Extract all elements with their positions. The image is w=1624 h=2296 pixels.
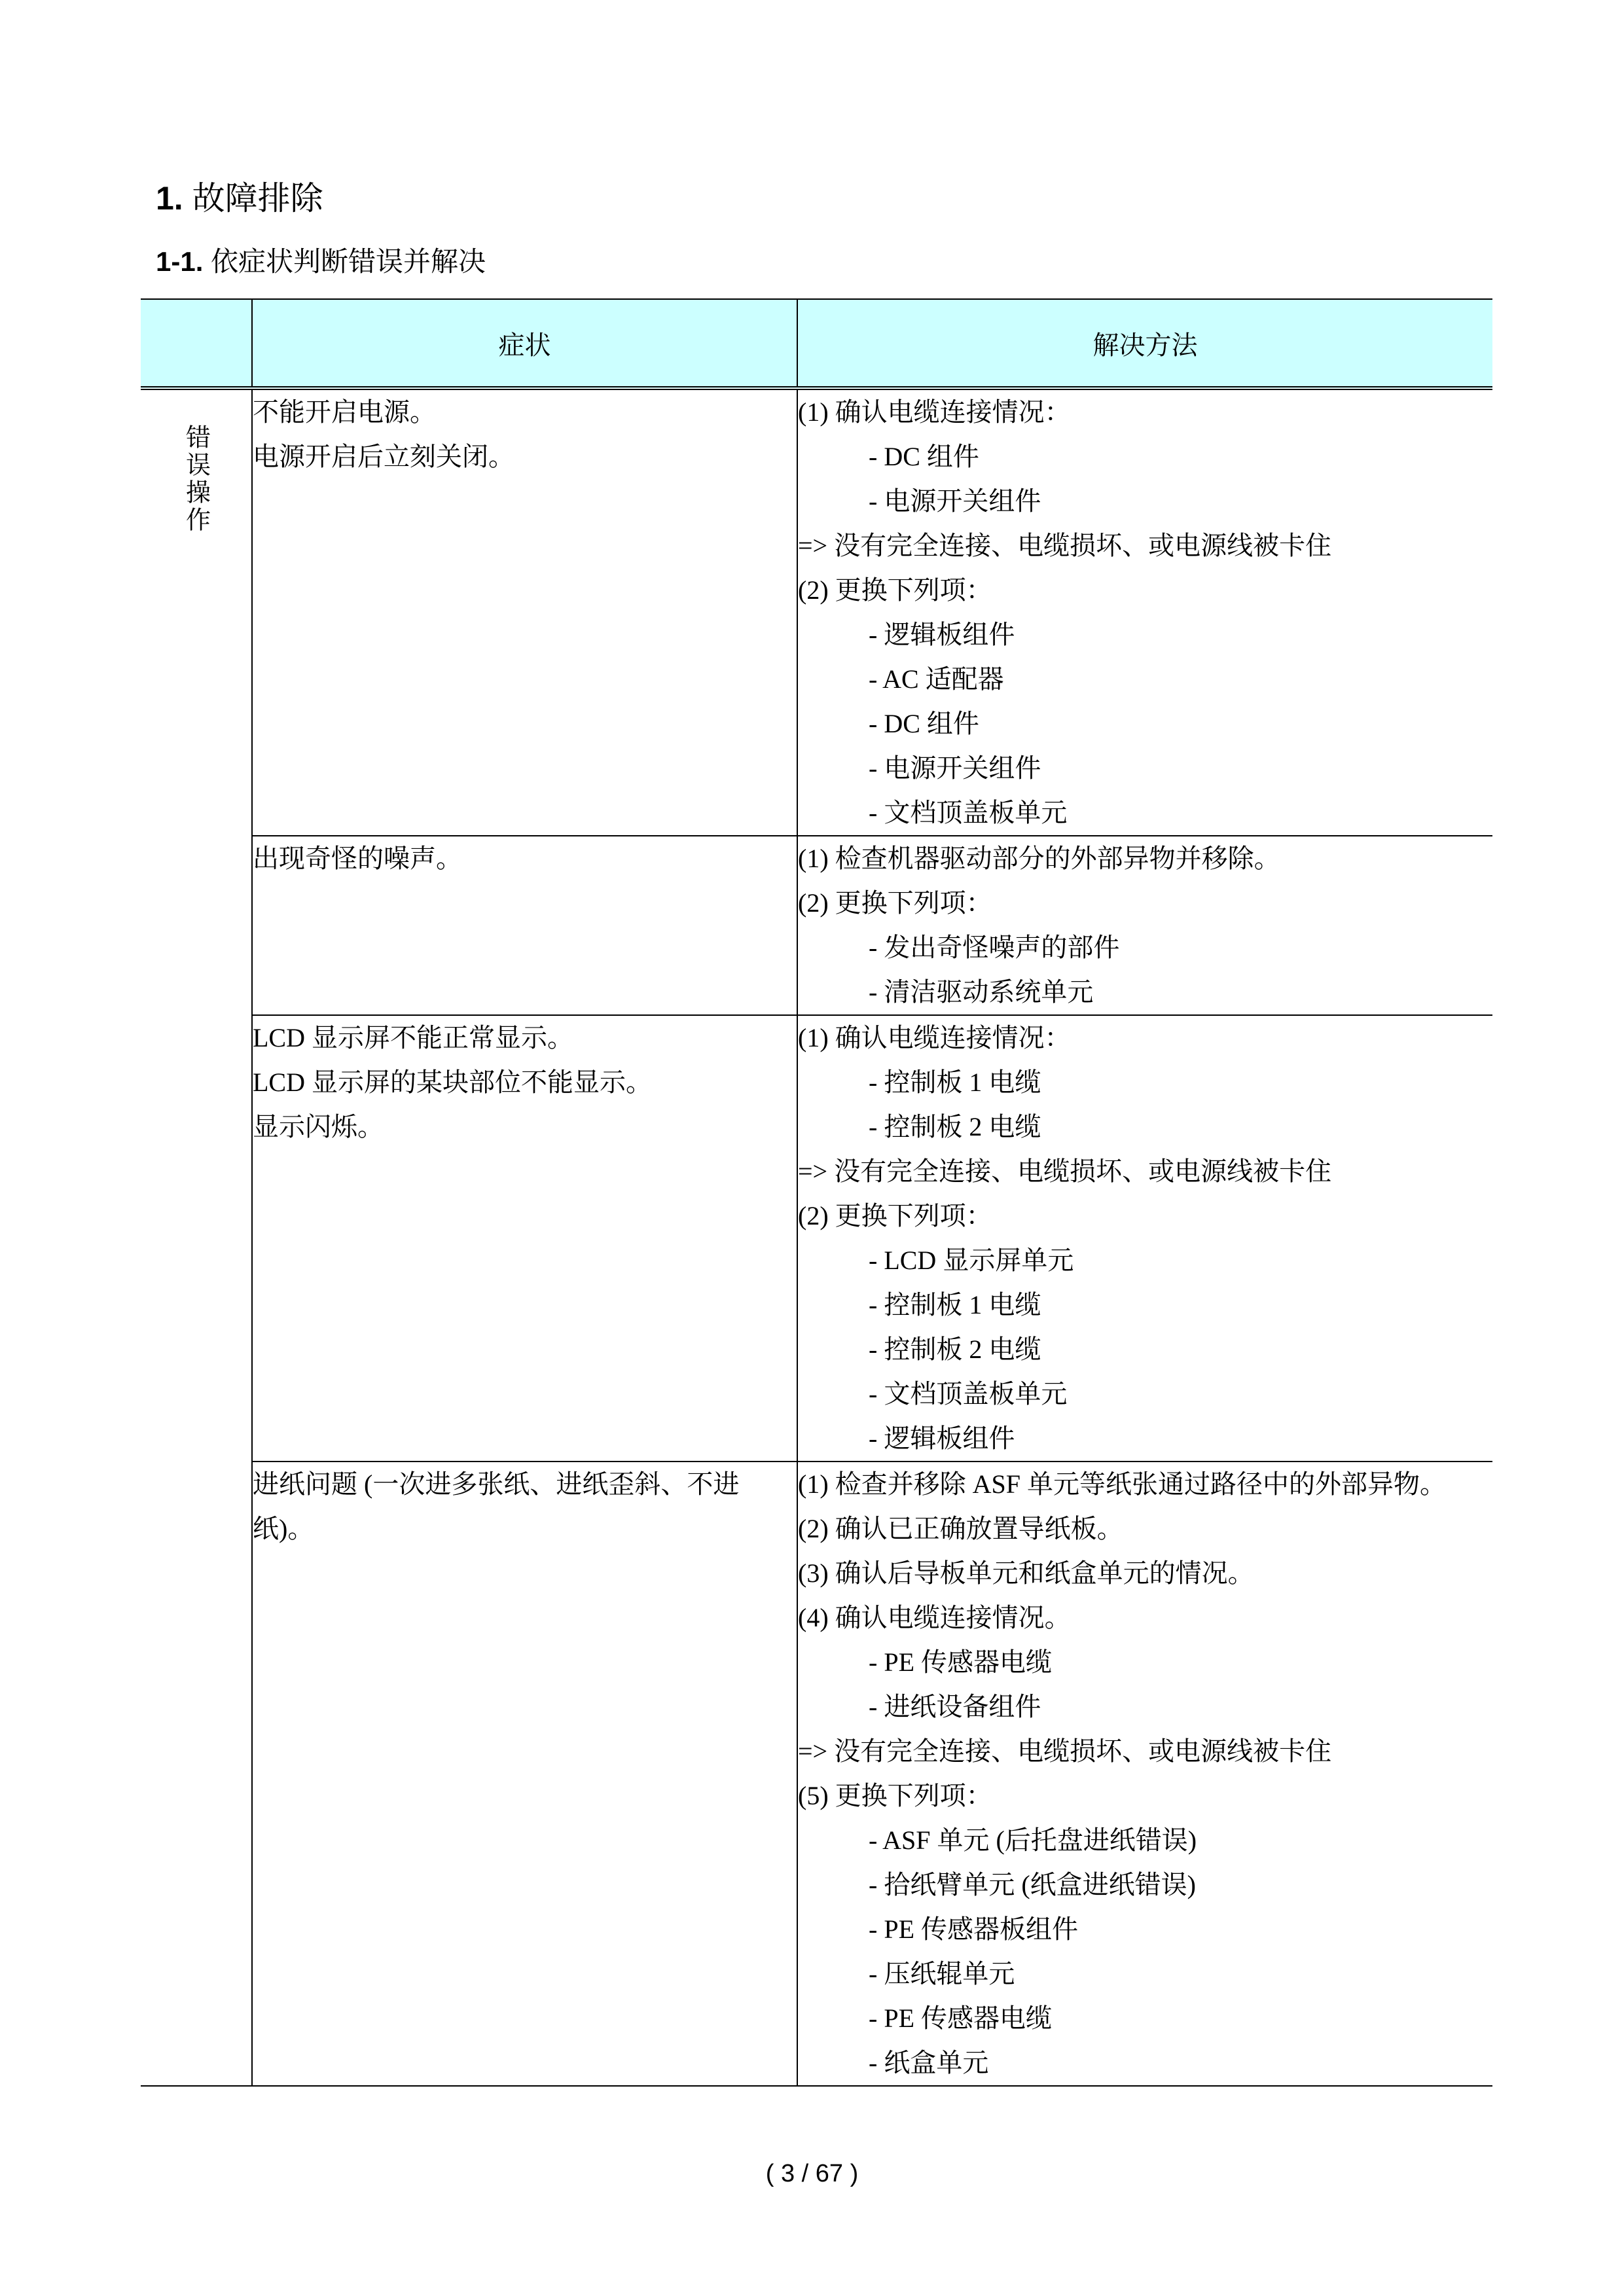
solution-step: (2) 更换下列项： [798,575,992,605]
solution-item: - 电源开关组件 [869,486,1041,516]
section-number: 1. [156,180,183,217]
solution-cell [797,388,1492,836]
solution-item: - 进纸设备组件 [869,1692,1041,1721]
solution-step: (2) 更换下列项： [798,888,992,918]
symptom-text: LCD 显示屏的某块部位不能显示。 [253,1067,652,1097]
solution-step: (4) 确认电缆连接情况。 [798,1603,1071,1632]
header-solution: 解决方法 [797,299,1492,388]
page-number: ( 3 / 67 ) [765,2160,859,2187]
table-header-row [141,299,1492,388]
symptom-text: LCD 显示屏不能正常显示。 [253,1023,573,1052]
table-row [141,1462,1492,2086]
solution-step: (5) 更换下列项： [798,1781,992,1810]
solution-cell [797,1015,1492,1462]
symptom-cell [252,836,797,1015]
solution-cell [797,1462,1492,2086]
table-row [141,836,1492,1015]
solution-item: - PE 传感器电缆 [869,2003,1052,2033]
symptom-text: 不能开启电源。 [253,397,436,427]
solution-step: (3) 确认后导板单元和纸盒单元的情况。 [798,1558,1254,1588]
category-label: 错误操作 [181,424,211,534]
solution-item: - 电源开关组件 [869,753,1041,783]
header-corner-cell [141,299,252,388]
solution-item: - 文档顶盖板单元 [869,798,1068,827]
symptom-text: 电源开启后立刻关闭。 [253,442,514,471]
solution-step: (1) 确认电缆连接情况： [798,1023,1071,1052]
symptom-cell [252,1015,797,1462]
solution-item: - PE 传感器板组件 [869,1914,1078,1944]
solution-item: - 发出奇怪噪声的部件 [869,933,1120,962]
solution-item: - 压纸辊单元 [869,1959,1015,1988]
solution-item: - 纸盒单元 [869,2048,989,2077]
solution-step: (2) 更换下列项： [798,1201,992,1230]
solution-item: - DC 组件 [869,442,979,471]
solution-item: - 清洁驱动系统单元 [869,977,1094,1007]
solution-item: - 逻辑板组件 [869,620,1015,649]
solution-item: - AC 适配器 [869,664,1004,694]
solution-step: (1) 检查机器驱动部分的外部异物并移除。 [798,844,1280,873]
solution-item: - 控制板 2 电缆 [869,1112,1041,1141]
solution-cell [797,836,1492,1015]
solution-item: - ASF 单元 (后托盘进纸错误) [869,1825,1197,1855]
solution-step: (1) 检查并移除 ASF 单元等纸张通过路径中的外部异物。 [798,1469,1447,1499]
symptom-cell [252,388,797,836]
table-row [141,1015,1492,1462]
solution-item: - 逻辑板组件 [869,1424,1015,1453]
subsection-title: 依症状判断错误并解决 [211,246,486,277]
solution-item: - DC 组件 [869,709,979,738]
solution-note: => 没有完全连接、电缆损坏、或电源线被卡住 [798,1157,1332,1186]
symptom-text: 进纸问题 (一次进多张纸、进纸歪斜、不进纸)。 [253,1469,740,1543]
subsection-heading [156,242,486,281]
category-cell [141,388,252,2086]
solution-item: - PE 传感器电缆 [869,1647,1052,1677]
section-heading [156,175,323,221]
solution-step: (2) 确认已正确放置导纸板。 [798,1514,1123,1543]
section-title: 故障排除 [192,180,323,217]
solution-item: - 控制板 1 电缆 [869,1290,1041,1319]
solution-item: - LCD 显示屏单元 [869,1246,1074,1275]
symptom-cell [252,1462,797,2086]
solution-note: => 没有完全连接、电缆损坏、或电源线被卡住 [798,1736,1332,1766]
solution-item: - 控制板 1 电缆 [869,1067,1041,1097]
solution-step: (1) 确认电缆连接情况： [798,397,1071,427]
symptom-text: 出现奇怪的噪声。 [253,844,462,873]
header-symptom: 症状 [252,299,797,388]
solution-item: - 拾纸臂单元 (纸盒进纸错误) [869,1870,1196,1899]
table-row [141,388,1492,836]
solution-item: - 文档顶盖板单元 [869,1379,1068,1408]
subsection-number: 1-1. [156,246,204,277]
troubleshooting-table [141,298,1492,2087]
solution-item: - 控制板 2 电缆 [869,1335,1041,1364]
symptom-text: 显示闪烁。 [253,1112,384,1141]
table-body [141,388,1492,2086]
solution-note: => 没有完全连接、电缆损坏、或电源线被卡住 [798,531,1332,560]
